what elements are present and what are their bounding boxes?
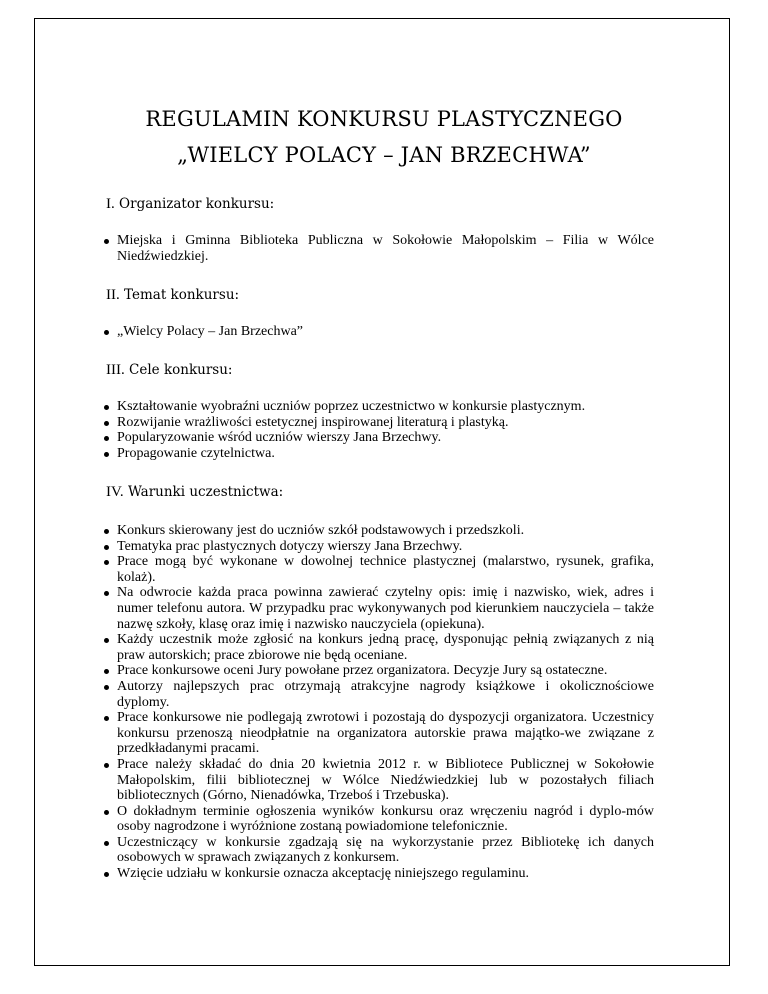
- list-item: Autorzy najlepszych prac otrzymają atrakcyjne nagrody książkowe i okolicznościowe dyplomy.: [106, 679, 654, 710]
- goals-list: [106, 399, 654, 461]
- section-title: Cele konkursu:: [129, 362, 233, 378]
- list-item: Propagowanie czytelnictwa.: [106, 446, 654, 462]
- list-item: Popularyzowanie wśród uczniów wierszy Jana Brzechwy.: [106, 430, 654, 446]
- list-item: Konkurs skierowany jest do uczniów szkół podstawowych i przedszkoli.: [106, 523, 654, 539]
- topic-list: [106, 324, 654, 340]
- list-item: O dokładnym terminie ogłoszenia wyników konkursu oraz wręczeniu nagród i dyplo-mów osoby nagrodzone i wyróżnione zostaną powiadomione telefonicznie.: [106, 804, 654, 835]
- document-title-line2: „WIELCY POLACY – JAN BRZECHWA”: [177, 143, 591, 167]
- section-number: I.: [106, 196, 115, 212]
- list-item: Wzięcie udziału w konkursie oznacza akceptację niniejszego regulaminu.: [106, 866, 654, 882]
- list-item: Tematyka prac plastycznych dotyczy wierszy Jana Brzechwy.: [106, 539, 654, 555]
- list-item: Miejska i Gminna Biblioteka Publiczna w Sokołowie Małopolskim – Filia w Wólce Niedźwiedzkiej.: [106, 233, 654, 264]
- list-item: Uczestniczący w konkursie zgadzają się na wykorzystanie przez Bibliotekę ich danych osobowych w sprawach związanych z konkursem.: [106, 835, 654, 866]
- list-item: Prace konkursowe nie podlegają zwrotowi i pozostają do dyspozycji organizatora. Uczestnicy konkursu przenoszą nieodpłatnie na organizatora autorskie prawa majątko-we związane z przedkładanymi pracami.: [106, 710, 654, 757]
- conditions-list: [106, 523, 654, 882]
- list-item: „Wielcy Polacy – Jan Brzechwa”: [106, 324, 654, 340]
- section-title: Temat konkursu:: [124, 287, 240, 303]
- list-item: Kształtowanie wyobraźni uczniów poprzez uczestnictwo w konkursie plastycznym.: [106, 399, 654, 415]
- document-title-line1: REGULAMIN KONKURSU PLASTYCZNEGO: [145, 107, 623, 131]
- section-heading-topic: [106, 287, 239, 304]
- section-title: Warunki uczestnictwa:: [127, 484, 284, 500]
- section-number: II.: [106, 287, 120, 303]
- list-item: Na odwrocie każda praca powinna zawierać czytelny opis: imię i nazwisko, wiek, adres i numer telefonu autora. W przypadku prac wykonywanych pod kierunkiem nauczyciela – także nazwę szkoły, klasę oraz imię i nazwisko nauczyciela (opiekuna).: [106, 585, 654, 632]
- section-number: III.: [106, 362, 125, 378]
- section-heading-conditions: [106, 484, 283, 501]
- list-item: Prace mogą być wykonane w dowolnej technice plastycznej (malarstwo, rysunek, grafika, kolaż).: [106, 554, 654, 585]
- section-heading-goals: [106, 362, 232, 379]
- list-item: Prace należy składać do dnia 20 kwietnia 2012 r. w Bibliotece Publicznej w Sokołowie Małopolskim, filii bibliotecznej w Wólce Niedźwiedzkiej lub w pozostałych filiach bibliotecznych (Górno, Nienadówka, Trzeboś i Trzebuska).: [106, 757, 654, 804]
- list-item: Prace konkursowe oceni Jury powołane przez organizatora. Decyzje Jury są ostateczne.: [106, 663, 654, 679]
- section-title: Organizator konkursu:: [119, 196, 275, 212]
- list-item: Rozwijanie wrażliwości estetycznej inspirowanej literaturą i plastyką.: [106, 415, 654, 431]
- section-number: IV.: [106, 484, 124, 500]
- organizer-list: [106, 233, 654, 264]
- section-heading-organizer: [106, 196, 274, 213]
- list-item: Każdy uczestnik może zgłosić na konkurs jedną pracę, dysponując pełnią związanych z nią praw autorskich; prace zbiorowe nie będą oceniane.: [106, 632, 654, 663]
